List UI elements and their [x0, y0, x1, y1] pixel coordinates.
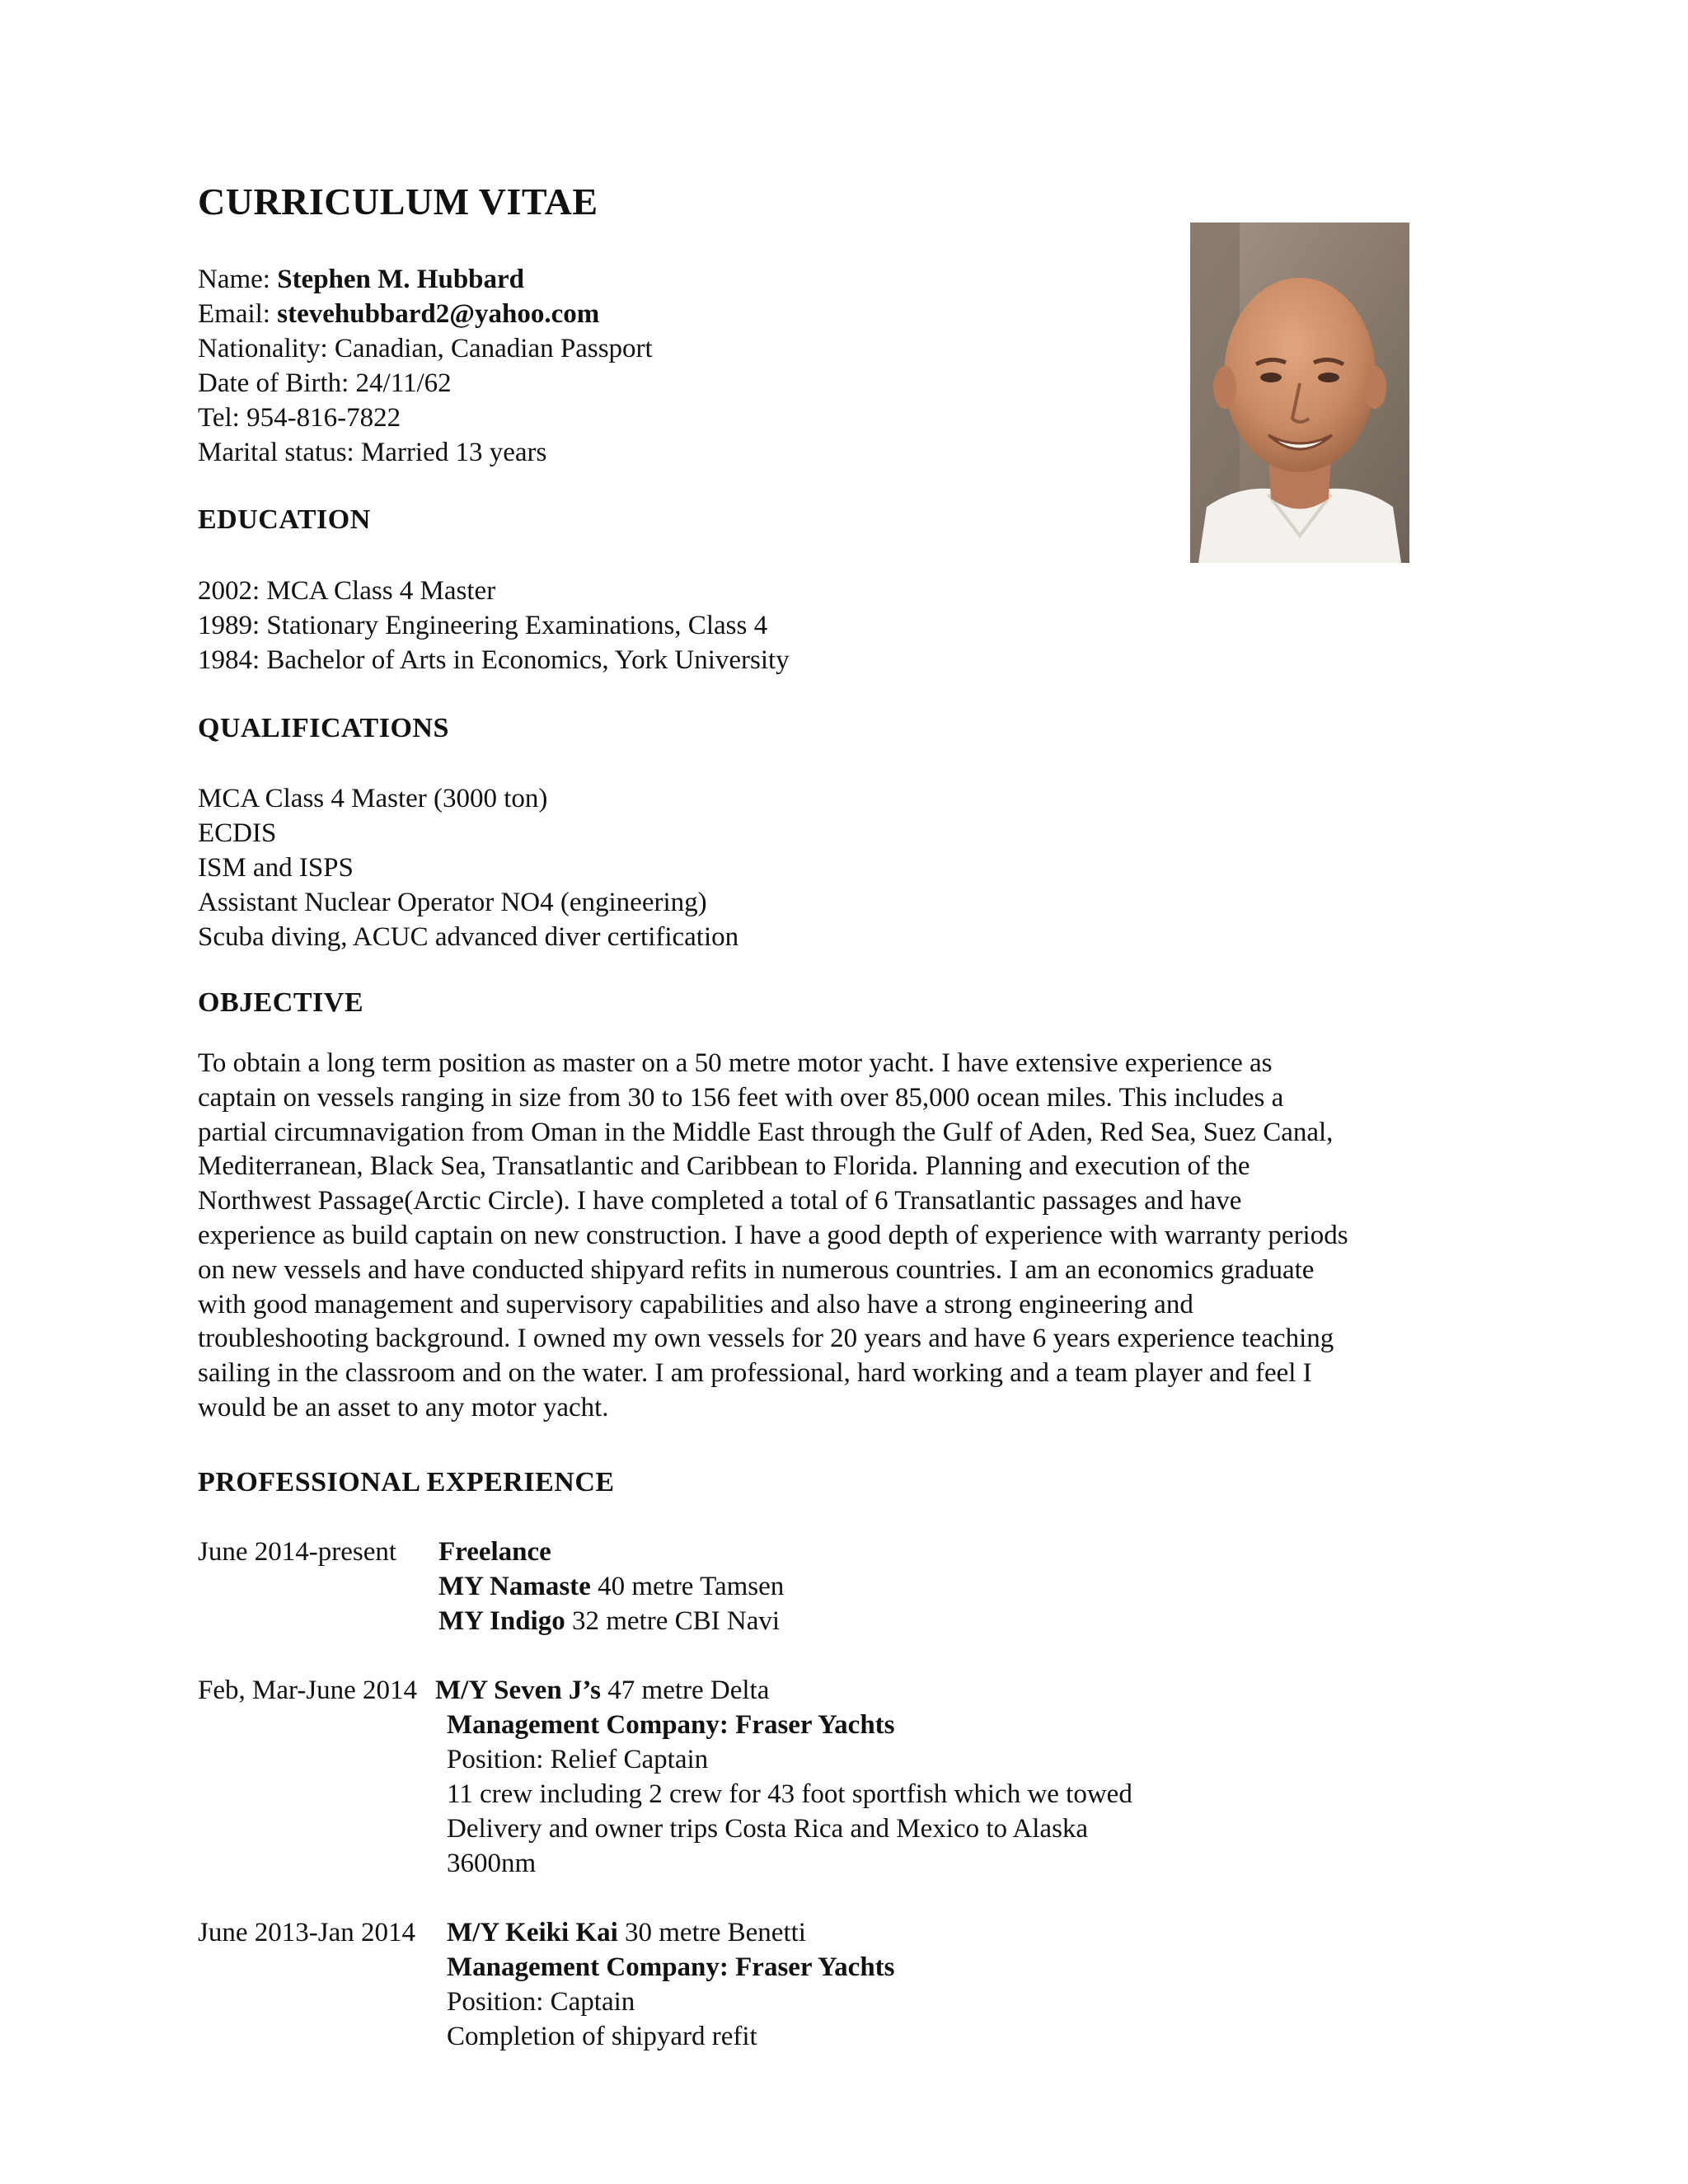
marital-line: Marital status: Married 13 years: [198, 438, 547, 467]
vessel-name: MY Indigo: [438, 1606, 565, 1636]
objective-line: troubleshooting background. I owned my own vessels for 20 years and have 6 years experience teaching: [198, 1324, 1334, 1354]
qualification-item: ISM and ISPS: [198, 853, 354, 883]
qualification-item: Scuba diving, ACUC advanced diver certification: [198, 922, 739, 952]
profile-photo: [1190, 223, 1409, 563]
nationality-line: Nationality: Canadian, Canadian Passport: [198, 334, 653, 363]
experience-detail: Position: Captain: [447, 1987, 635, 2017]
experience-title: [447, 1915, 806, 1950]
objective-line: Mediterranean, Black Sea, Transatlantic and Caribbean to Florida. Planning and execution of the: [198, 1151, 1250, 1182]
management-company: [447, 1708, 895, 1742]
experience-heading: PROFESSIONAL EXPERIENCE: [198, 1467, 615, 1497]
experience-date: June 2014-present: [198, 1537, 397, 1567]
vessel-line: [438, 1604, 780, 1638]
email-value: stevehubbard2@yahoo.com: [277, 299, 600, 329]
experience-title-rest: 47 metre Delta: [601, 1675, 770, 1705]
vessel-name: MY Namaste: [438, 1572, 591, 1601]
objective-line: experience as build captain on new construction. I have a good depth of experience with warranty periods: [198, 1220, 1348, 1250]
vessel-desc: 40 metre Tamsen: [590, 1572, 785, 1601]
portrait-image: [1190, 223, 1409, 563]
experience-title: [435, 1673, 769, 1708]
vessel-line: [438, 1569, 784, 1604]
objective-line: on new vessels and have conducted shipyard refits in numerous countries. I am an economics graduate: [198, 1254, 1315, 1285]
email-line: [198, 297, 599, 331]
experience-date: Feb, Mar-June 2014: [198, 1675, 418, 1705]
experience-title: [438, 1535, 551, 1569]
experience-title-bold: M/Y Seven J’s: [435, 1675, 602, 1705]
experience-detail: Delivery and owner trips Costa Rica and Mexico to Alaska: [447, 1814, 1089, 1844]
experience-detail: Position: Relief Captain: [447, 1745, 709, 1774]
objective-line: captain on vessels ranging in size from 30 to 156 feet with over 85,000 ocean miles. This includes a: [198, 1082, 1284, 1113]
education-item: 1989: Stationary Engineering Examinations, Class 4: [198, 611, 768, 640]
objective-line: Northwest Passage(Arctic Circle). I have completed a total of 6 Transatlantic passages and have: [198, 1186, 1242, 1216]
qualification-item: Assistant Nuclear Operator NO4 (engineering): [198, 888, 707, 917]
experience-title-bold: Freelance: [438, 1537, 551, 1567]
company-name: Management Company: Fraser Yachts: [447, 1710, 895, 1740]
vessel-desc: 32 metre CBI Navi: [565, 1606, 781, 1636]
experience-detail: 3600nm: [447, 1849, 537, 1878]
qualifications-heading: QUALIFICATIONS: [198, 713, 449, 743]
email-label: Email:: [198, 299, 278, 329]
education-item: 2002: MCA Class 4 Master: [198, 576, 496, 606]
objective-line: partial circumnavigation from Oman in the Middle East through the Gulf of Aden, Red Sea, Suez Canal,: [198, 1117, 1334, 1147]
objective-paragraph: [198, 1047, 1484, 1426]
qualification-item: MCA Class 4 Master (3000 ton): [198, 784, 548, 813]
objective-line: To obtain a long term position as master on a 50 metre motor yacht. I have extensive experience as: [198, 1048, 1273, 1078]
experience-title-bold: M/Y Keiki Kai: [447, 1918, 618, 1947]
experience-date: June 2013-Jan 2014: [198, 1918, 415, 1947]
document-title: CURRICULUM VITAE: [198, 180, 598, 223]
name-label: Name:: [198, 265, 278, 294]
management-company: [447, 1950, 895, 1985]
dob-line: Date of Birth: 24/11/62: [198, 368, 452, 398]
tel-line: Tel: 954-816-7822: [198, 403, 401, 433]
experience-detail: Completion of shipyard refit: [447, 2022, 757, 2051]
qualification-item: ECDIS: [198, 818, 277, 848]
name-line: [198, 262, 524, 297]
name-value: Stephen M. Hubbard: [277, 265, 525, 294]
experience-title-rest: 30 metre Benetti: [617, 1918, 806, 1947]
education-item: 1984: Bachelor of Arts in Economics, York University: [198, 645, 790, 675]
objective-line: sailing in the classroom and on the water. I am professional, hard working and a team player and feel I: [198, 1358, 1312, 1389]
experience-detail: 11 crew including 2 crew for 43 foot sportfish which we towed: [447, 1779, 1132, 1809]
objective-line: with good management and supervisory capabilities and also have a strong engineering and: [198, 1289, 1193, 1319]
objective-line: would be an asset to any motor yacht.: [198, 1392, 609, 1422]
company-name: Management Company: Fraser Yachts: [447, 1952, 895, 1982]
objective-heading: OBJECTIVE: [198, 987, 363, 1018]
education-heading: EDUCATION: [198, 504, 371, 535]
